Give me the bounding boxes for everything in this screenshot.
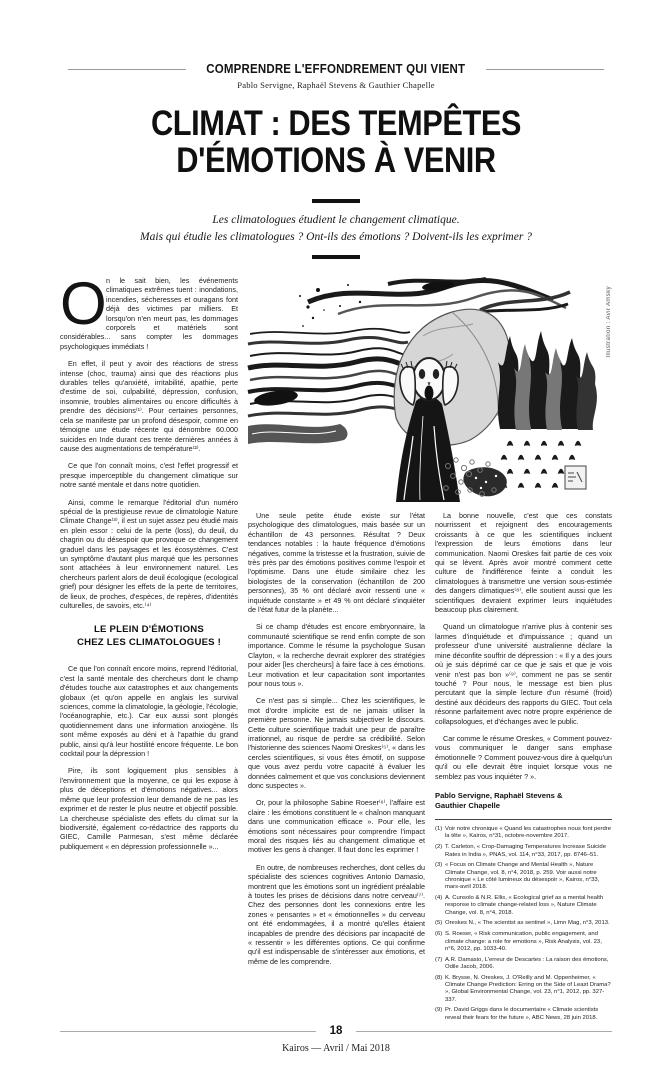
footnote-text: Pr. David Griggs dans le documentaire « Climate scientists reveal their fears for the future », ABC News, 28 juin 2018. — [445, 1007, 599, 1021]
paragraph — [60, 270, 238, 351]
footnote: (4) A. Cunsolo & N.R. Ellis, « Ecological grief as a mental health response to climate change-related loss », Nature Climate Change, vol. 8, n°4, 2018. — [435, 895, 604, 916]
title-line-2: D'ÉMOTIONS À VENIR — [176, 141, 496, 180]
standfirst-block — [60, 199, 612, 259]
illustration-credit: Illustration : Avir Amsky — [606, 286, 612, 358]
column-1 — [60, 270, 238, 1025]
kicker-row — [60, 62, 612, 76]
page-number-rule-right — [356, 1031, 612, 1032]
article-title — [93, 105, 579, 179]
footnote-text: Oreskes N., « The scientist as sentinel », Limn Mag, n°3, 2013. — [445, 920, 610, 927]
drop-cap: O — [60, 270, 107, 337]
footnotes — [435, 826, 612, 1022]
signature — [435, 791, 612, 810]
standfirst-rule-top — [312, 199, 360, 203]
footnote-text: A.R. Damasio, L'erreur de Descartes : La raison des émotions, Odile Jacob, 2006. — [445, 956, 609, 970]
footnote-text: K. Brysse, N. Oreskes, J. O'Reilly and M. Oppenheimer, « Climate Change Prediction: Erring on the Side of Least Drama? », Global Environmental Change, vol. 23, n°1, 2012, pp. 327-337. — [445, 974, 611, 1003]
paragraph-text: n le sait bien, les événements climatiques extrêmes tuent : inondations, incendies, sécheresses et ouragans font déjà des victimes par milliers. Et lorsqu'on n'en meurt pas, les dommages corporels et matériels sont considérables... sans compter les dommages psychologiques immédiats ! — [60, 276, 238, 351]
footnote: (5) Oreskes N., « The scientist as sentinel », Limn Mag, n°3, 2013. — [435, 920, 610, 927]
page-footer — [60, 1025, 612, 1080]
paragraph: Ce n'est pas si simple... Chez les scientifiques, le mot d'ordre implicite est de ne jamais utiliser la première personne. Ne jamais subjectiver le discours. Cette culture scientifique traduit une peur de paraître irrationnel, au risque de perdre sa crédibilité. Selon l'historienne des sciences Naomi Oreskes⁽⁵⁾, « dans les cercles scientifiques, si vous êtes émotif, on suppose que vous avez perdu votre capacité à évaluer les données calmement et que vos conclusions deviennent donc suspectes ». — [248, 696, 425, 790]
title-line-1: CLIMAT : DES TEMPÊTES — [150, 104, 522, 143]
section-heading — [60, 624, 238, 649]
footnote: (1) Voir notre chronique « Quand les catastrophes nous font perdre la tête », Kairos, n°31, octobre-novembre 2017. — [435, 826, 612, 840]
columns-2-3 — [248, 511, 612, 1025]
section-heading-line-2: CHEZ LES CLIMATOLOGUES ! — [76, 636, 222, 648]
standfirst-rule-bottom — [312, 255, 360, 259]
standfirst-line-2: Mais qui étudie les climatologues ? Ont-ils des émotions ? Doivent-ils les exprimer ? — [140, 231, 532, 243]
columns-2-3-block — [248, 276, 612, 1025]
artist-monogram — [565, 466, 586, 489]
paragraph: En effet, il peut y avoir des réactions de stress intense (choc, trauma) ainsi que des réactions plus durables telles qu'anxiété, irritabilité, apathie, perte d'estime de soi, culpabilité, dépression, confusion, insomnie, troubles alimentaires ou encore difficultés à prendre des décisions⁽¹⁾. Pour certaines personnes, cela se manifeste par un profond désespoir, comme en témoigne une étude récente qui dénombre 60.000 suicides en Inde durant ces trente dernières années à cause des augmentations de température⁽²⁾. — [60, 359, 238, 453]
page-number-rule-left — [60, 1031, 316, 1032]
paragraph: Ainsi, comme le remarque l'éditorial d'un numéro spécial de la prestigieuse revue de climatologie Nature Climate Change⁽³⁾, il est un sujet assez peu étudié mais en plein essor : celui de la perte (loss), du deuil, du chagrin ou du désespoir que provoque ce changement graduel dans les paysages et les écosystèmes. C'est un symptôme d'autant plus marqué que les personnes sont attachées à leur environnement naturel. Les chercheurs parlent alors de deuil écologique (ecological grief) pour désigner les effets de la perte de territoires, de lieux, de proches, d'espèces, de repères, d'identités culturelles, de savoirs, etc.⁽⁴⁾ — [60, 497, 238, 610]
paragraph: Si ce champ d'études est encore embryonnaire, la communauté scientifique se rend enfin compte de son importance. Comme le résume la psychologue Susan Clayton, « la recherche devrait explorer des stratégies pour aider [les chercheurs] à faire face à ces émotions. Leur motivation et leur capacitation sont importantes pour nous tous ». — [248, 622, 425, 688]
paragraph: Ce que l'on connaît moins, c'est l'effet progressif et presque imperceptible du changement climatique sur notre santé mentale et dans notre quotidien. — [60, 461, 238, 490]
footnote: (2) T. Carleton, « Crop-Damaging Temperatures Increase Suicide Rates in India », PNAS, vol. 114, n°33, 2017, pp. 8746–51. — [435, 844, 606, 858]
kicker-rule-right — [486, 69, 604, 70]
kicker-rule-left — [68, 69, 186, 70]
footnote: (8) K. Brysse, N. Oreskes, J. O'Reilly and M. Oppenheimer, « Climate Change Prediction: Erring on the Side of Least Drama? », Global Environmental Change, vol. 23, n°1, 2012, pp. 327-337. — [435, 974, 611, 1003]
column-2 — [248, 511, 425, 1025]
footnote-text: A. Cunsolo & N.R. Ellis, « Ecological grief as a mental health response to climate change-related loss », Nature Climate Change, vol. 8, n°4, 2018. — [445, 895, 604, 916]
scream-illustration — [248, 276, 612, 502]
ink-splatter — [299, 284, 369, 327]
column-3 — [435, 511, 612, 1025]
footnote: (7) A.R. Damasio, L'erreur de Descartes : La raison des émotions, Odile Jacob, 2006. — [435, 956, 609, 970]
footnote: (9) Pr. David Griggs dans le documentaire « Climate scientists reveal their fears for the future », ABC News, 28 juin 2018. — [435, 1007, 599, 1021]
footnote: (6) S. Roeser, « Risk communication, public engagement, and climate change: a role for emotions », Risk Analysis, vol. 23, n°6, 2012, pp. 1033-40. — [435, 931, 602, 952]
paragraph: Car comme le résume Oreskes, « Comment pouvez-vous communiquer le danger sans emphase émotionnelle ? Comment pouvez-vous dire à quelqu'un qu'il ou elle devrait être inquiet lorsque vous ne semblez pas vous inquiéter ? ». — [435, 733, 612, 781]
footnote-text: T. Carleton, « Crop-Damaging Temperatures Increase Suicide Rates in India », PNAS, vol. 114, n°33, 2017, pp. 8746–51. — [445, 844, 606, 858]
footnote: (3) « Focus on Climate Change and Mental Health », Nature Climate Change, vol. 8, n°4, 2018, p. 259. Voir aussi notre chronique « Le côté lumineux du désespoir », Kairos, n°33, mars-avril 2018. — [435, 862, 600, 891]
scream-illustration-svg — [248, 276, 596, 502]
paragraph: En outre, de nombreuses recherches, dont celles du spécialiste des sciences cognitives Antonio Damasio, montrent que les émotions sont un ingrédient préalable à toutes les prises de décisions dans notre cerveau⁽⁷⁾. Chez des personnes dont les connexions entre les zones « pensantes » et « émotionnelles » du cerveau ont été endommagées, il a montré qu'elles étaient incapables de prendre des décisions par incapacité de « ressentir » les différentes options. Ce qui confirme qu'il est indispensable de s'intéresser aux émotions, et même de les comprendre. — [248, 862, 425, 966]
page-number: 18 — [329, 1025, 343, 1038]
page-number-row — [60, 1025, 612, 1037]
issue-line: Kairos — Avril / Mai 2018 — [282, 1043, 390, 1055]
article-body — [60, 270, 612, 1025]
signature-line-1: Pablo Servigne, Raphaël Stevens & — [435, 790, 563, 800]
authors-line: Pablo Servigne, Raphaël Stevens & Gauthier Chapelle — [237, 80, 435, 90]
standfirst — [60, 212, 612, 246]
paragraph: Une seule petite étude existe sur l'état psychologique des climatologues, mais basée sur un échantillon de 43 personnes. Résultat ? Deux tendances notables : la haute fréquence d'émotions négatives, comme la tristesse et la frustration, suivie de très près par des émotions positives comme l'espoir et l'optimisme. Dans une étude similaire chez les biologistes de la conservation (échantillon de 200 personnes), 35 % ont déclaré avoir ressenti une « inquiétude constante » et 49 % ont déclaré s'inquiéter de l'état futur de la planète... — [248, 511, 425, 615]
paragraph: Pire, ils sont logiquement plus sensibles à l'environnement que la moyenne, ce qui les expose à plus de déceptions et d'émotions négatives... alors même que leur profession leur demande de ne pas les exprimer et de rester le plus neutre et objectif possible. La chercheuse spécialiste des effets du climat sur la biodiversité, également co-rédactrice des rapports du GIEC, Camille Parmesan, s'est même déclarée publiquement « en dépression professionnelle »... — [60, 766, 238, 851]
paragraph: Or, pour la philosophe Sabine Roeser⁽⁶⁾, l'affaire est claire : les émotions constituent le « chaînon manquant dans une communication efficace ». Pour elle, les émotions sont nécessaires pour comprendre l'impact moral des risques liés au changement climatique et motiver les gens à changer. Il faut donc les exprimer ! — [248, 798, 425, 855]
footnote-text: Voir notre chronique « Quand les catastrophes nous font perdre la tête », Kairos, n°31, octobre-novembre 2017. — [445, 826, 612, 840]
paragraph: La bonne nouvelle, c'est que ces constats nourrissent et rejoignent des encouragements croissants à ce que les scientifiques incluent l'expression de leurs émotions dans leur communication. Naomi Oreskes fait partie de ces voix qui se lèvent. Après avoir montré comment cette culture de l'indifférence feinte a conduit les climatologues à transmettre une version sous-estimée des dangers climatiques⁽⁸⁾, elle soutient aussi que les scientifiques devraient exprimer leurs inquiétudes beaucoup plus clairement. — [435, 511, 612, 615]
flame-trees — [498, 331, 597, 430]
footnote-text: S. Roeser, « Risk communication, public engagement, and climate change: a role for emotions », Risk Analysis, vol. 23, n°6, 2012, pp. 1033-40. — [445, 931, 602, 952]
footnote-text: « Focus on Climate Change and Mental Health », Nature Climate Change, vol. 8, n°4, 2018, p. 259. Voir aussi notre chronique « Le côté lumineux du désespoir », Kairos, n°33, mars-avril 2018. — [445, 862, 600, 891]
paragraph: Ce que l'on connaît encore moins, reprend l'éditorial, c'est la santé mentale des chercheurs dont le champ d'études touche aux catastrophes et aux changements globaux (et qu'on appelle en anglais les survival sciences, comme la climatologie, la géologie, l'écologie, l'océanographie, etc.). Car eux aussi sont plongés quotidiennement dans une information anxiogène. Ils sont même exposés au déni et à l'apathie du grand public, ainsi qu'à leur hostilité encore fréquente. Le bon cocktail pour la dépression ! — [60, 664, 238, 759]
standfirst-line-1: Les climatologues étudient le changement climatique. — [212, 214, 460, 226]
section-heading-line-1: LE PLEIN D'ÉMOTIONS — [93, 624, 205, 636]
signature-line-2: Gauthier Chapelle — [435, 800, 500, 810]
footnotes-rule — [435, 819, 612, 820]
kicker: COMPRENDRE L'EFFONDREMENT QUI VIENT — [206, 62, 466, 76]
paragraph: Quand un climatologue n'arrive plus à contenir ses larmes d'inquiétude et d'impuissance ; quand un professeur d'une université australienne déclare la mine déconfite souffrir de dépression : « Il y a des jours où je suis déprimé car ce que je sais et que je vois venir n'est pas bon »⁽⁹⁾, comment ne pas se sentir touché ? Pour nous, le message est bien plus percutant que la simple lecture d'un résumé (froid) destiné aux décideurs des rapports du GIEC. Tout cela résonne parfaitement avec notre propre expérience de collapsologues, et d'échanges avec le public. — [435, 622, 612, 726]
